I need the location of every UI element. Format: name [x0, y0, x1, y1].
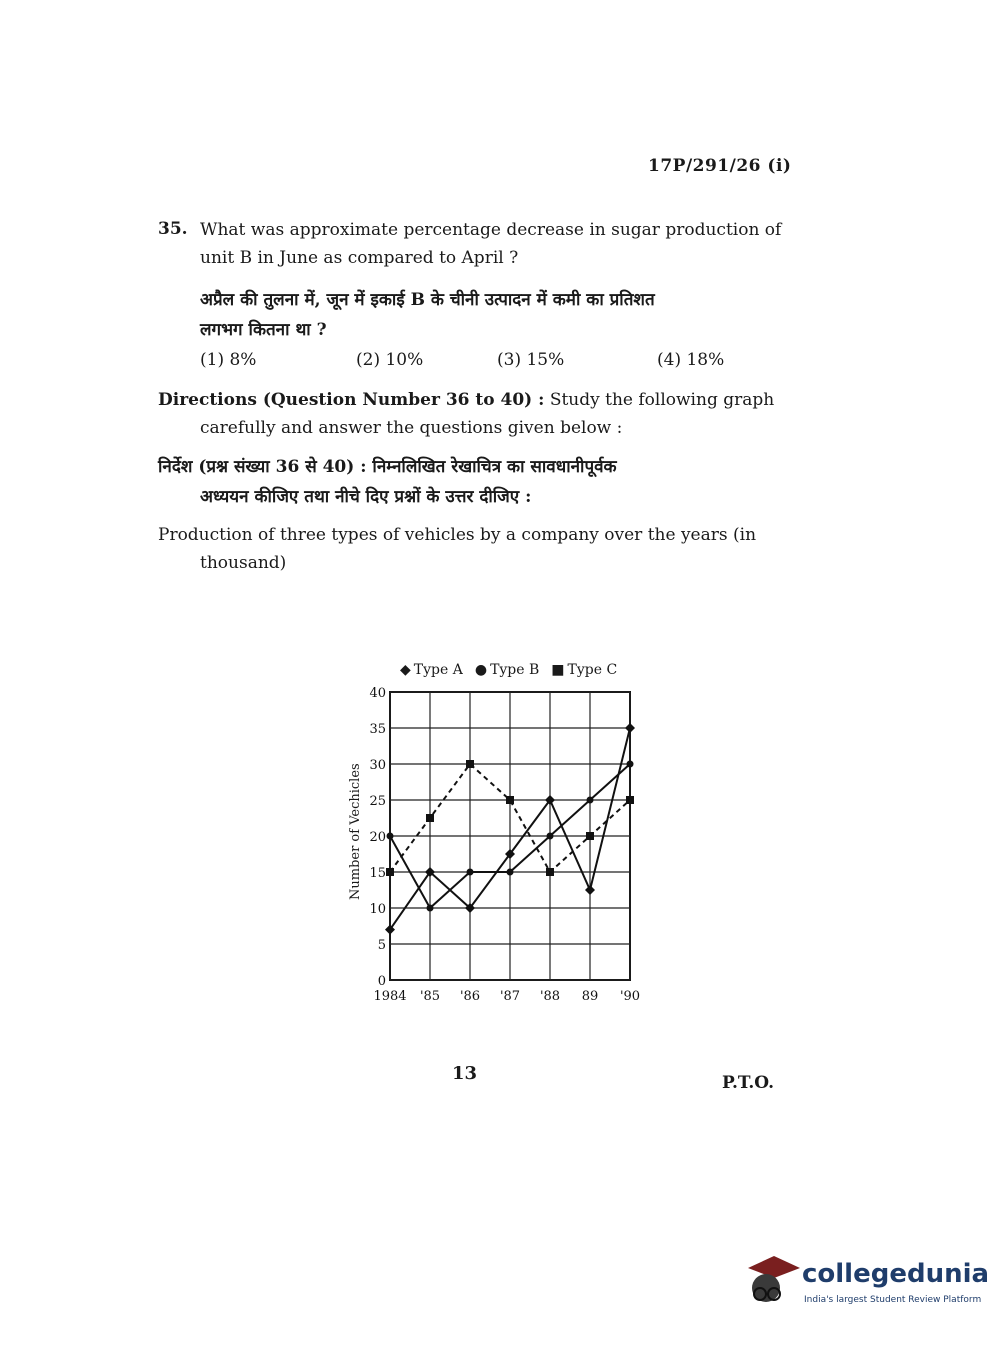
directions-hindi	[158, 452, 788, 512]
y-tick-label: 15	[369, 866, 386, 881]
y-tick-label: 40	[369, 686, 386, 701]
legend-type-b: ● Type B	[474, 662, 540, 678]
chart-ticks	[369, 686, 640, 1004]
question-english	[200, 216, 800, 272]
y-tick-label: 25	[369, 794, 386, 809]
option-2: (2) 10%	[356, 350, 424, 370]
line-chart	[340, 680, 660, 1020]
y-tick-label: 5	[377, 938, 386, 953]
option-3: (3) 15%	[497, 350, 565, 370]
legend-type-c-label: Type C	[567, 662, 618, 678]
x-tick-label: '87	[499, 989, 521, 1004]
point-type-c	[586, 832, 594, 840]
point-type-c	[506, 796, 514, 804]
question-english-line1: What was approximate percentage decrease in sugar production of	[200, 220, 782, 240]
point-type-b	[627, 761, 634, 768]
question-hindi-line2: लगभग कितना था ?	[200, 320, 327, 340]
point-type-c	[426, 814, 434, 822]
page-number: 13	[452, 1063, 478, 1084]
legend-type-c: ■ Type C	[551, 662, 618, 678]
x-tick-label: 1984	[373, 989, 407, 1004]
directions-text-line1: Study the following graph	[549, 390, 775, 410]
legend-type-b-label: Type B	[490, 662, 540, 678]
directions-hindi-line2: अध्ययन कीजिए तथा नीचे दिए प्रश्नों के उत्तर दीजिए :	[200, 487, 532, 507]
point-type-b	[387, 833, 394, 840]
point-type-c	[546, 868, 554, 876]
directions-text-line2: carefully and answer the questions given below :	[200, 418, 623, 438]
option-1: (1) 8%	[200, 350, 257, 370]
point-type-b	[547, 833, 554, 840]
point-type-b	[427, 905, 434, 912]
directions	[158, 386, 788, 442]
paper-code: 17P/291/26 (i)	[648, 156, 792, 176]
x-tick-label: '86	[459, 989, 481, 1004]
y-axis-label: Number of Vechicles	[348, 763, 363, 900]
x-tick-label: '88	[539, 989, 561, 1004]
x-tick-label: '90	[619, 989, 641, 1004]
collegedunia-logo-icon	[744, 1252, 802, 1312]
legend-type-a-label: Type A	[413, 662, 463, 678]
pto-label: P.T.O.	[722, 1073, 774, 1093]
question-hindi	[200, 285, 800, 345]
watermark-tagline: India's largest Student Review Platform	[804, 1295, 982, 1305]
legend-type-a: ◆ Type A	[400, 662, 463, 678]
point-type-b	[467, 869, 474, 876]
point-type-b	[507, 869, 514, 876]
x-tick-label: '85	[419, 989, 441, 1004]
y-tick-label: 20	[369, 830, 386, 845]
y-tick-label: 0	[377, 974, 386, 989]
point-type-a	[625, 723, 635, 733]
question-hindi-line1: अप्रैल की तुलना में, जून में इकाई B के चीनी उत्पादन में कमी का प्रतिशत	[200, 290, 655, 310]
point-type-c	[466, 760, 474, 768]
point-type-a	[585, 885, 595, 895]
chart-legend	[400, 662, 617, 678]
directions-hindi-line1: निर्देश (प्रश्न संख्या 36 से 40) : निम्नलिखित रेखाचित्र का सावधानीपूर्वक	[158, 457, 617, 477]
point-type-c	[386, 868, 394, 876]
graph-title-line2: thousand)	[200, 553, 287, 573]
x-tick-label: 89	[581, 989, 599, 1004]
point-type-b	[587, 797, 594, 804]
directions-label: Directions (Question Number 36 to 40) :	[158, 390, 545, 410]
y-tick-label: 10	[369, 902, 386, 917]
graph-title	[158, 521, 788, 577]
watermark-brand: collegedunia	[802, 1259, 990, 1289]
graph-title-line1: Production of three types of vehicles by a company over the years (in	[158, 525, 757, 545]
option-4: (4) 18%	[657, 350, 725, 370]
y-tick-label: 30	[369, 758, 386, 773]
question-number: 35.	[158, 219, 188, 239]
point-type-c	[626, 796, 634, 804]
y-tick-label: 35	[369, 722, 386, 737]
question-english-line2: unit B in June as compared to April ?	[200, 248, 519, 268]
